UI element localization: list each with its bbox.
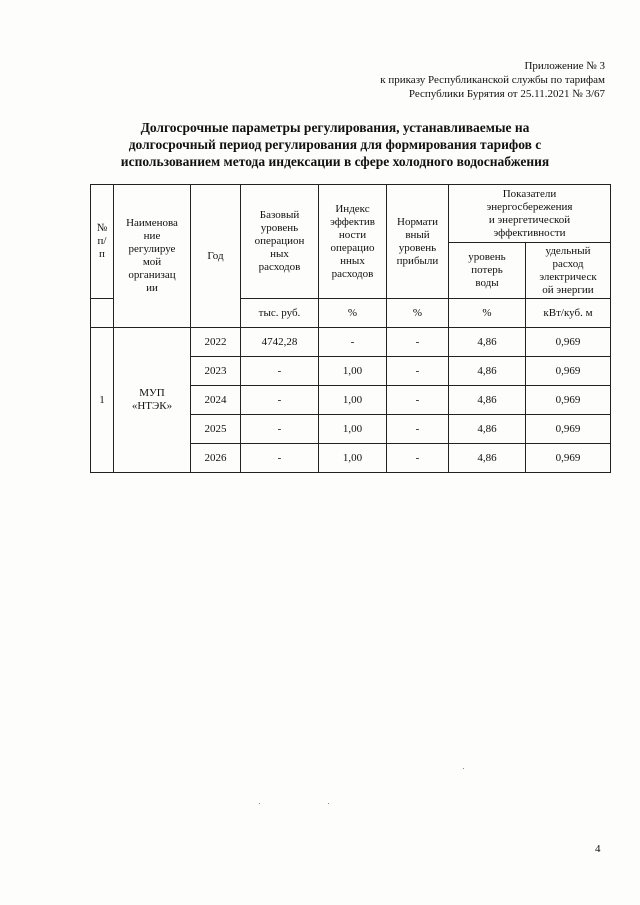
appendix-line: Республики Бурятия от 25.11.2021 № 3/67 (408, 88, 605, 100)
scan-speck (328, 803, 329, 804)
norm-cell: - (387, 328, 449, 357)
year-cell: 2022 (191, 328, 241, 357)
losses-cell: 4,86 (449, 415, 526, 444)
header-efficiency-index: Индекс эффектив ности операцио нных расходов (319, 185, 387, 299)
page-number: 4 (595, 843, 601, 855)
header-profit-norm: Нормати вный уровень прибыли (387, 185, 449, 299)
regulation-parameters-table (90, 184, 611, 473)
electric-cell: 0,969 (526, 415, 611, 444)
header-organization: Наименова ние регулируе мой организац ии (114, 185, 191, 328)
table-row (91, 328, 611, 357)
appendix-line: к приказу Республиканской службы по тарифам (380, 74, 605, 86)
electric-cell: 0,969 (526, 357, 611, 386)
norm-cell: - (387, 444, 449, 473)
electric-cell: 0,969 (526, 386, 611, 415)
norm-cell: - (387, 415, 449, 444)
unit-cell: % (319, 299, 387, 328)
scan-speck (463, 768, 464, 769)
losses-cell: 4,86 (449, 357, 526, 386)
year-cell: 2023 (191, 357, 241, 386)
unit-cell: тыс. руб. (241, 299, 319, 328)
losses-cell: 4,86 (449, 444, 526, 473)
norm-cell: - (387, 357, 449, 386)
title-line: долгосрочный период регулирования для формирования тарифов с (128, 137, 542, 152)
index-cell: 1,00 (319, 357, 387, 386)
header-water-losses: уровень потерь воды (449, 243, 526, 299)
index-cell: - (319, 328, 387, 357)
base-cell: - (241, 444, 319, 473)
header-year: Год (191, 185, 241, 328)
title-line: Долгосрочные параметры регулирования, устанавливаемые на (140, 120, 530, 135)
appendix-note (380, 59, 605, 101)
losses-cell: 4,86 (449, 328, 526, 357)
header-electricity-consumption: удельный расход электрическ ой энергии (526, 243, 611, 299)
year-cell: 2024 (191, 386, 241, 415)
index-cell: 1,00 (319, 415, 387, 444)
electric-cell: 0,969 (526, 328, 611, 357)
electric-cell: 0,969 (526, 444, 611, 473)
index-cell: 1,00 (319, 444, 387, 473)
header-number: № п/ п (91, 185, 114, 299)
base-cell: - (241, 357, 319, 386)
appendix-line: Приложение № 3 (524, 60, 605, 72)
unit-cell: кВт/куб. м (526, 299, 611, 328)
title-line: использованием метода индексации в сфере холодного водоснабжения (120, 154, 550, 169)
norm-cell: - (387, 386, 449, 415)
unit-cell-number (91, 299, 114, 328)
row-number-cell: 1 (91, 328, 114, 473)
index-cell: 1,00 (319, 386, 387, 415)
scan-speck (259, 803, 260, 804)
base-cell: - (241, 386, 319, 415)
losses-cell: 4,86 (449, 386, 526, 415)
base-cell: - (241, 415, 319, 444)
year-cell: 2025 (191, 415, 241, 444)
organization-cell: МУП «НТЭК» (114, 328, 191, 473)
unit-cell: % (449, 299, 526, 328)
unit-cell: % (387, 299, 449, 328)
header-energy-indicators: Показатели энергосбережения и энергетической эффективности (449, 185, 611, 243)
base-cell: 4742,28 (241, 328, 319, 357)
document-title (60, 119, 610, 170)
header-base-expenses: Базовый уровень операцион ных расходов (241, 185, 319, 299)
year-cell: 2026 (191, 444, 241, 473)
